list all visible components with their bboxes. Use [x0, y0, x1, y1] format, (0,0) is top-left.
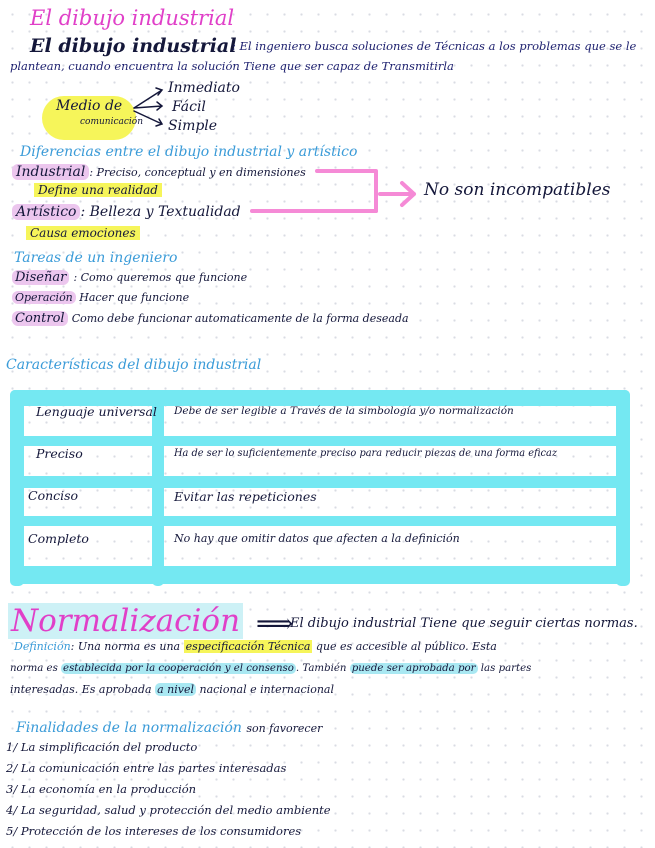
definicion-text-2e: las partes: [477, 663, 532, 674]
branch-arrows-icon: [130, 84, 166, 134]
tarea-text-1: : Como queremos que funcione: [73, 271, 248, 284]
row-1-desc: Debe de ser legible a Través de la simbología y/o normalización: [174, 405, 514, 417]
tarea-item-3: [12, 312, 409, 327]
tarea-item-2: [12, 292, 189, 305]
artistico-row: [12, 204, 241, 220]
row-4-desc: No hay que omitir datos que afecten a la definición: [174, 532, 460, 545]
right-arrow-icon: [378, 179, 418, 209]
table-border-right: [616, 390, 630, 586]
row-4-term: Completo: [28, 531, 89, 546]
table-divider-1: [10, 436, 630, 446]
definicion-highlight-2: establecida por la cooperación y el consenso: [63, 663, 294, 674]
definicion-text-3c: nacional e internacional: [196, 683, 334, 696]
caracteristicas-table: [10, 390, 630, 586]
tareas-heading: Tareas de un ingeniero: [14, 250, 178, 266]
finalidad-item-1: 1/ La simplificación del producto: [6, 740, 198, 754]
definicion-highlight-1: especificación Técnica: [185, 640, 311, 653]
row-2-term: Preciso: [36, 446, 83, 461]
row-3-desc: Evitar las repeticiones: [174, 489, 317, 504]
medio-item-2: Fácil: [172, 99, 206, 115]
medio-label-bottom: comunicación: [80, 117, 144, 127]
definicion-line-1: [14, 641, 497, 654]
finalidades-heading: Finalidades de la normalización: [16, 720, 242, 736]
finalidad-item-3: 3/ La economía en la producción: [6, 782, 197, 796]
finalidades-suffix: son favorecer: [246, 722, 323, 735]
diferencias-heading: Diferencias entre el dibujo industrial y artístico: [20, 144, 358, 160]
intro-term: El dibujo industrial: [30, 35, 237, 57]
tarea-item-1: [12, 271, 247, 286]
diferencias-conclusion: No son incompatibles: [424, 180, 611, 200]
row-3-term: Conciso: [28, 488, 79, 503]
intro-line-2: plantean, cuando encuentra la solución Tiene que ser capaz de Transmitirla: [10, 59, 454, 73]
row-1-term: Lenguaje universal: [36, 404, 157, 419]
medio-label-top: Medio de: [56, 98, 123, 114]
intro-line-1: : El ingeniero busca soluciones de Técnicas a los problemas que se le: [232, 39, 637, 53]
table-divider-3: [10, 516, 630, 526]
definicion-line-2: [10, 663, 531, 675]
definicion-text-3a: interesadas. Es aprobada: [10, 683, 156, 696]
tarea-label-2: Operación: [12, 291, 76, 304]
medio-item-1: Inmediato: [168, 80, 240, 96]
finalidad-item-5: 5/ Protección de los intereses de los consumidores: [6, 824, 302, 838]
definicion-line-3: [10, 684, 334, 697]
finalidad-item-2: 2/ La comunicación entre las partes interesadas: [6, 761, 287, 775]
tarea-label-3: Control: [12, 311, 68, 326]
double-arrow-icon: ⟹: [256, 609, 294, 639]
table-divider-vertical: [152, 390, 164, 586]
normalizacion-title-wrap: [8, 604, 243, 640]
row-2-desc: Ha de ser lo suficientemente preciso para reducir piezas de una forma eficaz: [174, 448, 558, 459]
tarea-label-1: Diseñar: [12, 270, 69, 285]
definicion-text-2c: . También: [295, 663, 350, 674]
industrial-text: : Preciso, conceptual y en dimensiones: [89, 166, 306, 179]
tarea-text-3: Como debe funcionar automaticamente de la forma deseada: [71, 312, 409, 325]
normalizacion-title: Normalización: [8, 603, 243, 639]
caracteristicas-heading: Características del dibujo industrial: [6, 357, 262, 373]
medio-item-3: Simple: [168, 118, 218, 134]
artistico-sub: Causa emociones: [26, 226, 140, 240]
artistico-sub-wrap: [26, 227, 140, 241]
table-divider-2: [10, 476, 630, 488]
finalidades-heading-row: [16, 720, 322, 736]
definicion-text-2a: norma es: [10, 663, 62, 674]
industrial-label: Industrial: [12, 164, 89, 180]
table-border-bottom: [10, 566, 630, 584]
artistico-label: Artístico: [12, 204, 80, 220]
normalizacion-tagline: El dibujo industrial Tiene que seguir ciertas normas.: [290, 616, 638, 631]
industrial-row: [12, 164, 306, 180]
page-title: El dibujo industrial: [30, 6, 235, 30]
finalidad-item-4: 4/ La seguridad, salud y protección del medio ambiente: [6, 803, 331, 817]
tarea-text-2: Hacer que funcione: [79, 291, 190, 304]
table-border-left: [10, 390, 24, 586]
industrial-sub-wrap: [34, 184, 162, 198]
industrial-sub: Define una realidad: [34, 183, 162, 197]
definicion-highlight-3: puede ser aprobada por: [351, 663, 476, 674]
definicion-label: Definición: [14, 640, 71, 653]
bracket-top: [315, 169, 377, 173]
artistico-text: : Belleza y Textualidad: [80, 204, 241, 220]
definicion-highlight-4: a nivel: [157, 683, 194, 696]
definicion-text-1c: que es accesible al público. Esta: [312, 640, 497, 653]
bracket-bottom: [250, 209, 378, 213]
definicion-text-1a: : Una norma es una: [70, 640, 184, 653]
